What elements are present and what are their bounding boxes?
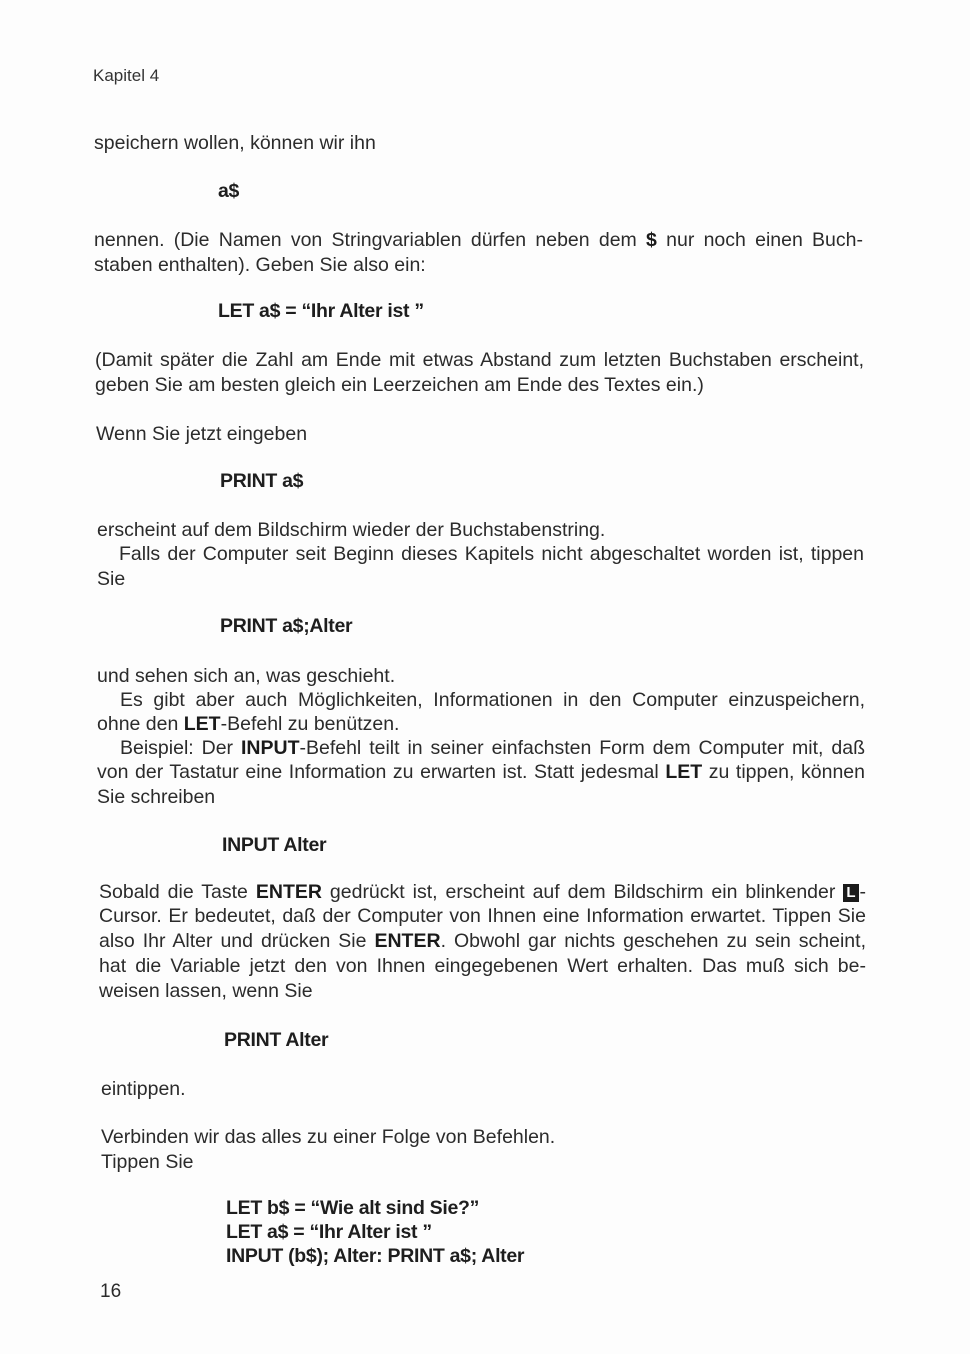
paragraph-line: Beispiel: Der INPUT-Befehl teilt in seiner einfachsten Form dem Computer mit, daß bbox=[120, 737, 865, 759]
paragraph-line: Wenn Sie jetzt eingeben bbox=[96, 423, 308, 445]
code-line: PRINT a$ bbox=[220, 470, 304, 492]
paragraph-line: von der Tastatur eine Information zu erwarten ist. Statt jedesmal LET zu tippen, können bbox=[97, 761, 865, 783]
code-line: LET b$ = “Wie alt sind Sie?” bbox=[226, 1197, 480, 1219]
paragraph-line: speichern wollen, können wir ihn bbox=[94, 132, 376, 154]
code-line: LET a$ = “Ihr Alter ist ” bbox=[218, 300, 424, 322]
paragraph-line: also Ihr Alter und drücken Sie ENTER. Obwohl gar nichts geschehen zu sein scheint, bbox=[99, 930, 866, 952]
paragraph-line: geben Sie am besten gleich ein Leerzeichen am Ende des Textes ein.) bbox=[95, 374, 704, 396]
paragraph-line: Tippen Sie bbox=[101, 1151, 194, 1173]
paragraph-line: Verbinden wir das alles zu einer Folge von Befehlen. bbox=[101, 1126, 556, 1148]
paragraph-line: und sehen sich an, was geschieht. bbox=[97, 665, 396, 687]
code-line: LET a$ = “Ihr Alter ist ” bbox=[226, 1221, 432, 1243]
paragraph-line: (Damit später die Zahl am Ende mit etwas Abstand zum letzten Buchstaben erscheint, bbox=[95, 349, 864, 371]
code-line: a$ bbox=[218, 180, 240, 202]
cursor-key-icon: L bbox=[843, 884, 858, 902]
paragraph-line: weisen lassen, wenn Sie bbox=[99, 980, 313, 1002]
paragraph-line: Cursor. Er bedeutet, daß der Computer von Ihnen eine Information erwartet. Tippen Sie bbox=[99, 905, 866, 927]
paragraph-line: ohne den LET-Befehl zu benützen. bbox=[97, 713, 400, 735]
paragraph-line: eintippen. bbox=[101, 1078, 186, 1100]
paragraph-line: Sobald die Taste ENTER gedrückt ist, erscheint auf dem Bildschirm ein blinkender L - bbox=[99, 881, 866, 903]
paragraph-line: hat die Variable jetzt den von Ihnen eingegebenen Wert erhalten. Das muß sich be- bbox=[99, 955, 866, 977]
code-line: PRINT Alter bbox=[224, 1029, 329, 1051]
paragraph-line: Es gibt aber auch Möglichkeiten, Informationen in den Computer einzuspeichern, bbox=[120, 689, 865, 711]
paragraph-line: Falls der Computer seit Beginn dieses Kapitels nicht abgeschaltet worden ist, tippen bbox=[119, 543, 864, 565]
page-number: 16 bbox=[100, 1281, 122, 1302]
paragraph-line: Sie schreiben bbox=[97, 786, 216, 808]
code-line: INPUT (b$); Alter: PRINT a$; Alter bbox=[226, 1245, 525, 1267]
paragraph-line: Sie bbox=[97, 568, 126, 590]
code-line: INPUT Alter bbox=[222, 834, 327, 856]
code-line: PRINT a$;Alter bbox=[220, 615, 353, 637]
paragraph-line: erscheint auf dem Bildschirm wieder der Buchstabenstring. bbox=[97, 519, 606, 541]
paragraph-line: nennen. (Die Namen von Stringvariablen dürfen neben dem $ nur noch einen Buch- bbox=[94, 229, 863, 251]
paragraph-line: staben enthalten). Geben Sie also ein: bbox=[94, 254, 426, 276]
chapter-header: Kapitel 4 bbox=[93, 66, 160, 85]
